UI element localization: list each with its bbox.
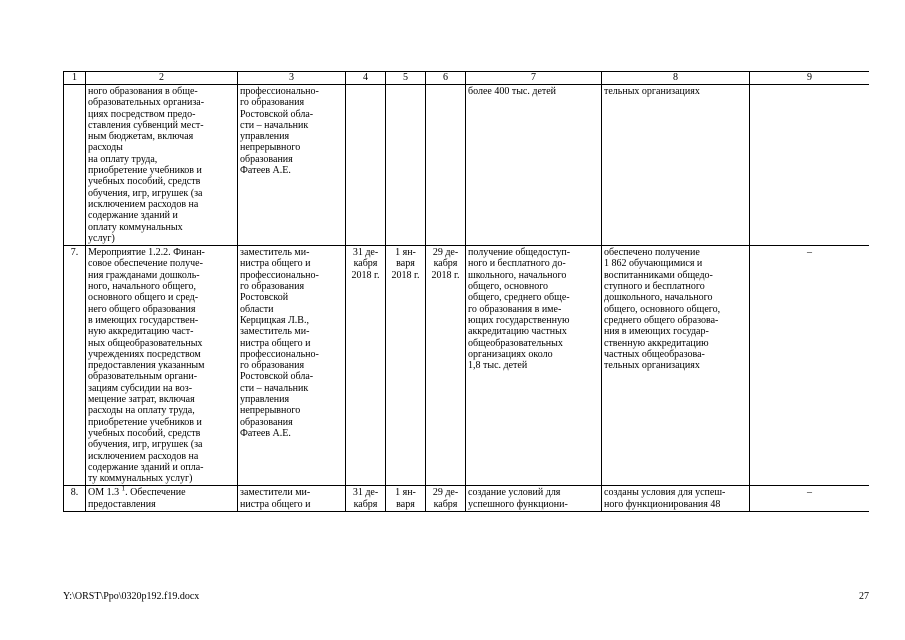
date-cell: 29 де- кабря 2018 г. [426, 246, 466, 486]
expected-result-cell: более 400 тыс. детей [466, 85, 602, 246]
column-number: 1 [64, 72, 86, 85]
column-number: 7 [466, 72, 602, 85]
measure-cell: Мероприятие 1.2.2. Финан- совое обеспечение получе- ния гражданами дошколь- ного, начального общего, основного общего и сред- него общего образования в имеющих государствен- ную аккредитацию част- ных общеобразовательных учреждениях посредством предоставления указанным образовательным органи- зациям субсидии на воз- мещение затрат, включая расходы на оплату труда, приобретение учебников и учебных пособий, средств обучения, игр, игрушек (за исключением расходов на содержание зданий и опла- ту коммунальных услуг) [86, 246, 238, 486]
row-number: 8. [64, 486, 86, 512]
footnote-mark: 1 [121, 485, 126, 494]
expected-result-cell: получение общедоступ- ного и бесплатного до- школьного, начального общего, основного общего, среднего обще- го образования в име- ющих государственную аккредитацию частных общеобразовательных организациях около 1,8 тыс. детей [466, 246, 602, 486]
expected-result-cell: создание условий для успешного функциони- [466, 486, 602, 512]
plan-table [63, 71, 869, 512]
notes-cell: – [750, 246, 870, 486]
end-date-cell: 1 ян- варя [386, 486, 426, 512]
column-number: 6 [426, 72, 466, 85]
end-date-cell: 1 ян- варя 2018 г. [386, 246, 426, 486]
column-number-row [64, 72, 870, 85]
actual-result-cell: обеспечено получение 1 862 обучающимися и воспитанниками общедо- ступного и бесплатного дошкольного, начального общего, основного общего, среднего общего образова- ния в имеющих государ- ственную аккредитацию частных общеобразова- тельных организациях [602, 246, 750, 486]
column-number: 5 [386, 72, 426, 85]
start-date-cell: 31 де- кабря 2018 г. [346, 246, 386, 486]
date-cell [426, 85, 466, 246]
measure-cell [86, 486, 238, 512]
executor-cell: заместитель ми- нистра общего и профессионально- го образования Ростовской области Керцицкая Л.В., заместитель ми- нистра общего и профессионально- го образования Ростовской обла- сти – начальник управления непрерывного образования Фатеев А.Е. [238, 246, 346, 486]
actual-result-cell: тельных организациях [602, 85, 750, 246]
executor-cell: профессионально- го образования Ростовской обла- сти – начальник управления непрерывного образования Фатеев А.Е. [238, 85, 346, 246]
column-number: 2 [86, 72, 238, 85]
column-number: 4 [346, 72, 386, 85]
column-number: 9 [750, 72, 870, 85]
executor-cell: заместители ми- нистра общего и [238, 486, 346, 512]
column-number: 8 [602, 72, 750, 85]
notes-cell: – [750, 486, 870, 512]
file-path-footer: Y:\ORST\Ppo\0320p192.f19.docx [63, 591, 200, 602]
table-row [64, 246, 870, 486]
table-row [64, 85, 870, 246]
measure-cell: ного образования в обще- образовательных организа- циях посредством предо- ставления субвенций мест- ным бюджетам, включая расходы на оплату труда, приобретение учебников и учебных пособий, средств обучения, игр, игрушек (за исключением расходов на содержание зданий и оплату коммунальных услуг) [86, 85, 238, 246]
start-date-cell: 31 де- кабря [346, 486, 386, 512]
row-number: 7. [64, 246, 86, 486]
table-row [64, 486, 870, 512]
end-date-cell [386, 85, 426, 246]
notes-cell [750, 85, 870, 246]
row-number [64, 85, 86, 246]
column-number: 3 [238, 72, 346, 85]
document-table-area [63, 71, 869, 591]
start-date-cell [346, 85, 386, 246]
actual-result-cell: созданы условия для успеш- ного функционирования 48 [602, 486, 750, 512]
measure-code: ОМ 1.3 [88, 487, 120, 499]
measure-text: . Обеспечение предоставления [88, 487, 186, 510]
date-cell: 29 де- кабря [426, 486, 466, 512]
page-number: 27 [859, 591, 869, 602]
